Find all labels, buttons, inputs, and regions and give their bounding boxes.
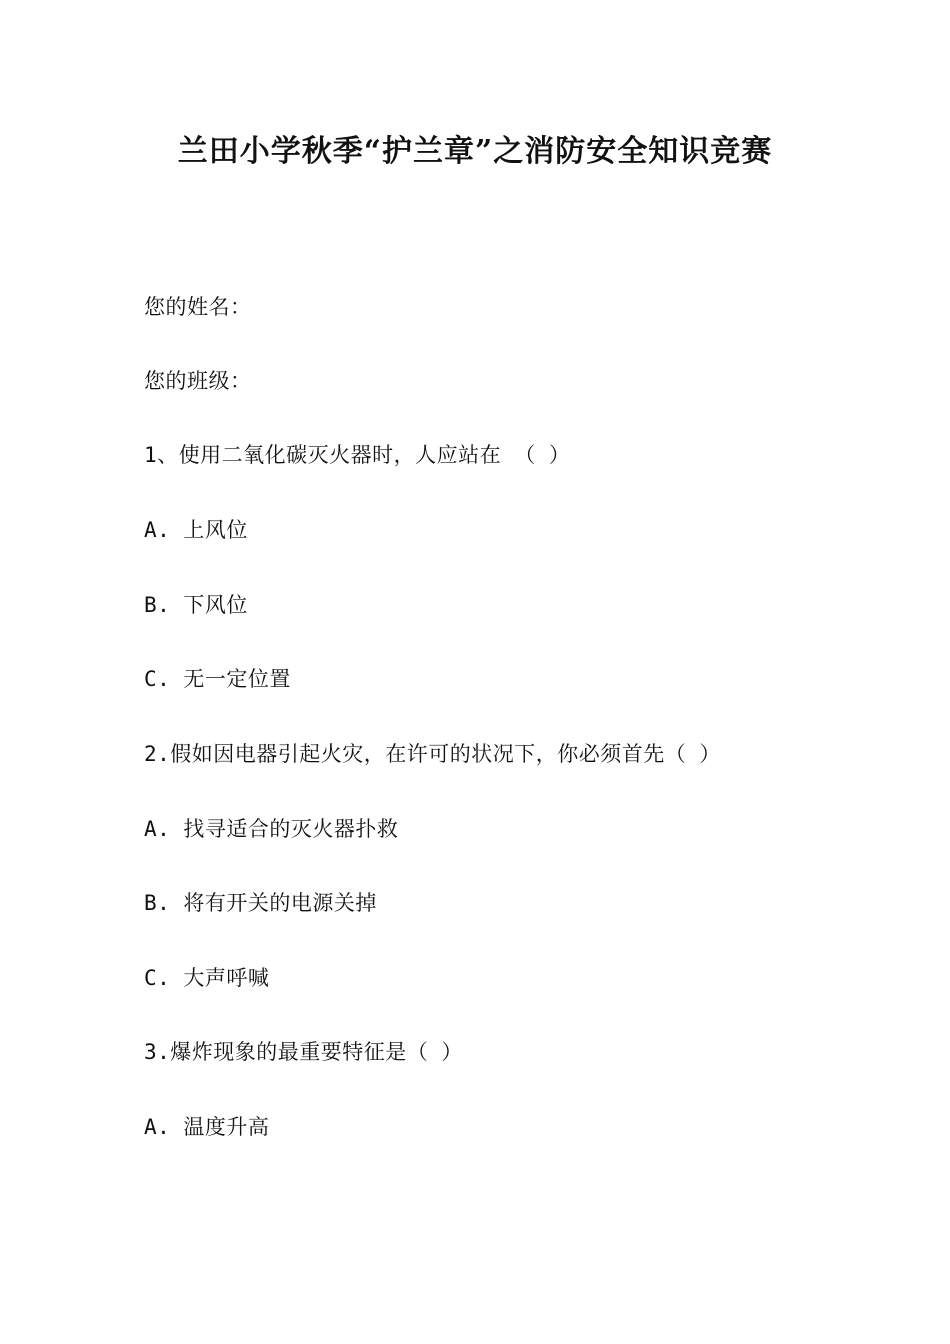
question-2-option-a: A. 找寻适合的灭火器扑救 (144, 817, 399, 841)
question-3-text: 3.爆炸现象的最重要特征是（ ） (144, 1040, 463, 1064)
question-1-option-c: C. 无一定位置 (144, 667, 291, 691)
question-3-option-a: A. 温度升高 (144, 1115, 270, 1139)
class-field-label: 您的班级： (144, 369, 252, 393)
question-1-option-b: B. 下风位 (144, 593, 248, 617)
question-2-option-b: B. 将有开关的电源关掉 (144, 891, 377, 915)
question-1-option-a: A. 上风位 (144, 518, 248, 542)
question-2-option-c: C. 大声呼喊 (144, 966, 270, 990)
document-title: 兰田小学秋季“护兰章”之消防安全知识竞赛 (177, 134, 773, 169)
question-1-text: 1、使用二氧化碳灭火器时，人应站在 （ ） (144, 443, 571, 467)
question-2-text: 2.假如因电器引起火灾，在许可的状况下，你必须首先（ ） (144, 742, 721, 766)
name-field-label: 您的姓名： (144, 295, 252, 319)
